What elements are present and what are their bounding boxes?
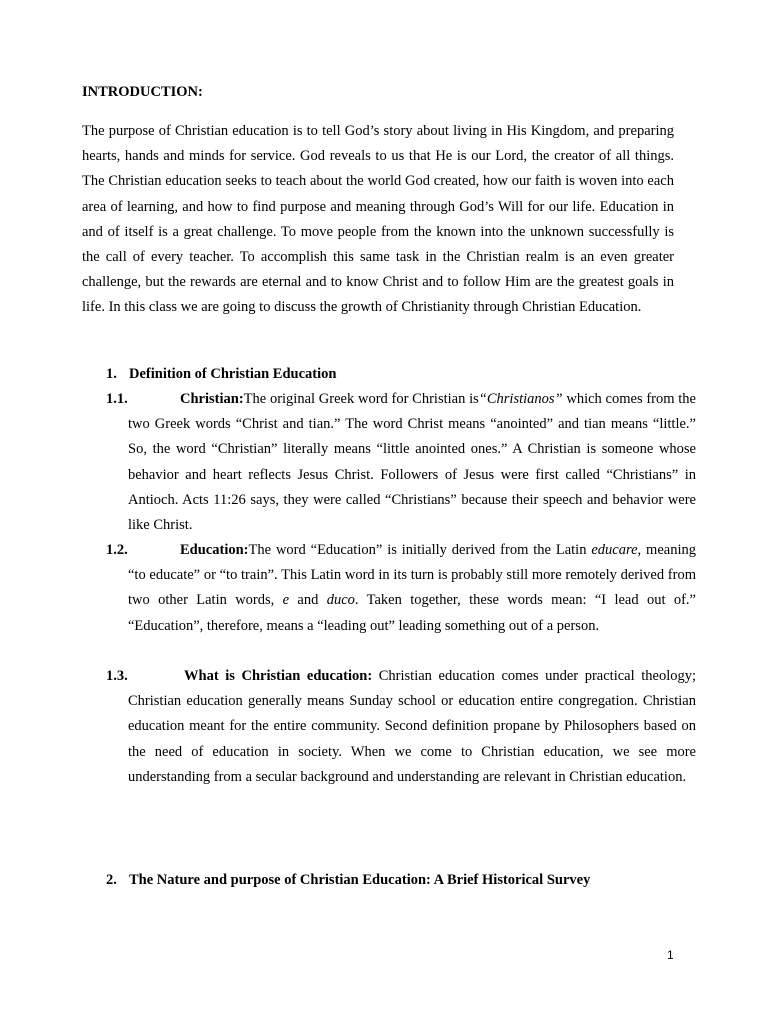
subsection-1-2-number: 1.2.: [106, 542, 128, 558]
subsection-1-2-text-a: The word “Education” is initially derived from the Latin: [248, 542, 592, 558]
subsection-1-1-italic: “Christianos”: [478, 391, 563, 407]
subsection-1-3: [106, 664, 696, 790]
section-2-number: 2.: [106, 872, 117, 888]
section-2-heading: [106, 868, 698, 893]
subsection-1-2-text-d: . Taken together, these words mean: “I lead out of.” “Education”, therefore, means a “leading out” leading something out of a person.: [128, 592, 696, 634]
subsection-1-1: [106, 387, 696, 538]
subsection-1-2-italic-b: e: [282, 592, 290, 609]
subsection-1-1-text-before: The original Greek word for Christian is: [243, 391, 479, 407]
intro-paragraph: The purpose of Christian education is to tell God’s story about living in His Kingdom, and preparing hearts, hands and minds for service. God reveals to us that He is our Lord, the creator of all things. The Christian education seeks to teach about the world God created, how our faith is woven into each area of learning, and how to find purpose and meaning through God’s Will for our life. Education in and of itself is a great challenge. To move people from the known into the unknown successfully is the call of every teacher. To accomplish this same task in the Christian realm is an even greater challenge, but the rewards are eternal and to know Christ and to follow Him are the greatest goals in life. In this class we are going to discuss the growth of Christianity through Christian Education.: [82, 123, 674, 316]
section-1-number: 1.: [106, 366, 117, 382]
section-2-title: The Nature and purpose of Christian Education: A Brief Historical Survey: [129, 872, 591, 888]
section-1-title: Definition of Christian Education: [129, 366, 337, 382]
subsection-1-1-number: 1.1.: [106, 391, 128, 407]
subsection-1-2-text-b: , meaning “to educate” or “to train”. This Latin word in its turn is probably still more remotely derived from two other Latin words,: [128, 542, 696, 609]
introduction-heading: INTRODUCTION:: [82, 84, 203, 100]
subsection-1-2-italic-c: duco: [326, 592, 355, 609]
subsection-1-3-text: Christian education comes under practical theology; Christian education generally means Sunday school or education entire congregation. Christian education meant for the entire community. Second definition propane by Philosophers based on the need of education in society. When we come to Christian education, we see more understanding from a secular background and understanding are relevant in Christian education.: [128, 668, 696, 785]
page-number: 1: [667, 948, 674, 962]
subsection-1-2-term: Education:: [180, 542, 249, 558]
subsection-1-2-text-c: and: [289, 592, 327, 609]
subsection-1-2-italic-a: educare: [591, 542, 638, 558]
subsection-1-3-number: 1.3.: [106, 668, 128, 684]
subsection-1-2: [106, 538, 696, 639]
section-1-heading: [106, 362, 698, 387]
subsection-1-1-term: Christian:: [180, 391, 244, 407]
subsection-1-3-term: What is Christian education:: [184, 668, 373, 684]
subsection-1-1-text-after: which comes from the two Greek words “Christ and tian.” The word Christ means “anointed” and tian means “little.” So, the word “Christian” literally means “little anointed ones.” A Christian is someone whose behavior and heart reflects Jesus Christ. Followers of Jesus were first called “Christians” in Antioch. Acts 11:26 says, they were called “Christians” because their speech and behavior were like Christ.: [128, 391, 696, 534]
